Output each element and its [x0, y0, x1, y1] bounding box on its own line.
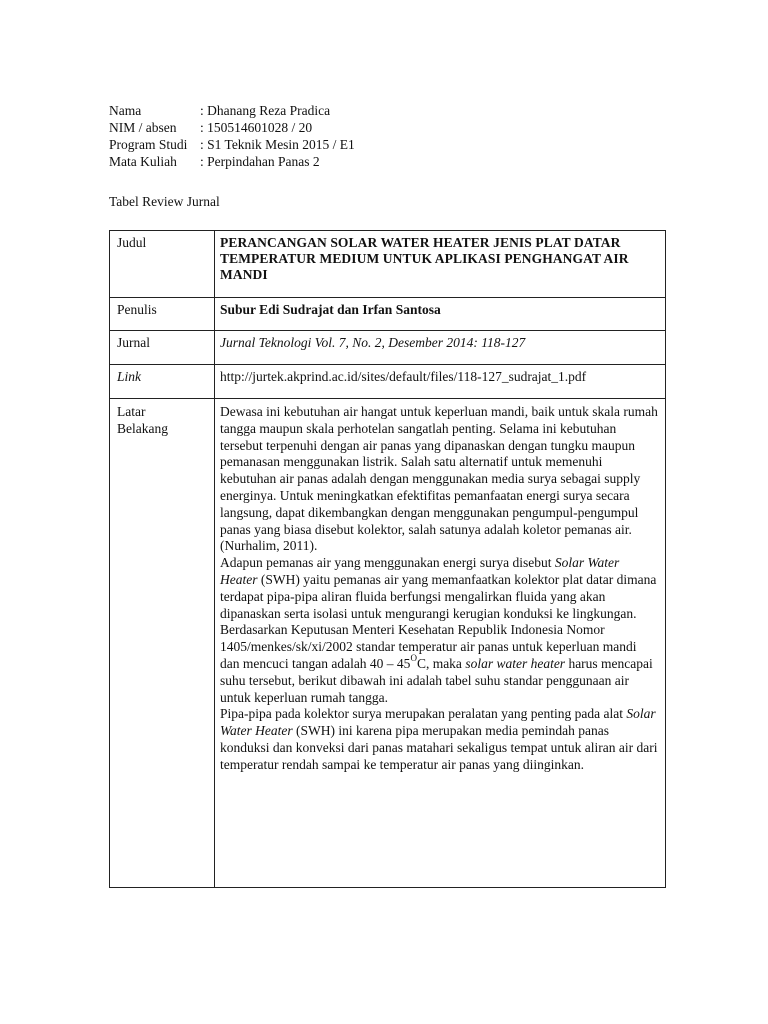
info-row-mata-kuliah [109, 153, 355, 170]
p2-text-a: Adapun pemanas air yang menggunakan energi surya disebut [220, 555, 555, 571]
p3-text-b: (SWH) ini karena pipa merupakan media pemindah panas konduksi dan konveksi dari panas matahari sekaligus tempat untuk aliran air dari temperatur rendah sampai ke temperatur air panas yang diinginkan. [220, 723, 658, 772]
latar-belakang-text [220, 404, 659, 774]
row-link [110, 365, 666, 399]
value-judul: PERANCANGAN SOLAR WATER HEATER JENIS PLAT DATAR TEMPERATUR MEDIUM UNTUK APLIKASI PENGHANGAT AIR MANDI [215, 231, 666, 298]
paragraph-2 [220, 555, 659, 706]
p2-text-d: harus mencapai suhu tersebut, berikut dibawah ini adalah tabel suhu standar penggunaan air untuk keperluan rumah tangga. [220, 655, 653, 705]
info-label-program-studi: Program Studi [109, 137, 188, 152]
p2-emphasis-swh: Solar Water Heater [220, 555, 620, 587]
label-latar-line2: Belakang [117, 421, 168, 436]
info-value-program-studi: : S1 Teknik Mesin 2015 / E1 [200, 137, 355, 152]
p3-text-a: Pipa-pipa pada kolektor surya merupakan peralatan yang penting pada alat [220, 706, 627, 722]
label-latar-line1: Latar [117, 404, 146, 419]
label-link: Link [110, 365, 215, 399]
info-row-nim [109, 119, 355, 136]
row-judul [110, 231, 666, 298]
p2-text-b: (SWH) yaitu pemanas air yang memanfaatkan kolektor plat datar dimana terdapat pipa-pipa aliran fluida berfungsi mengalirkan fluida yang akan dipanaskan serta isolasi untuk mengurangi kerugian konduksi ke lingkungan. Berdasarkan Keputusan Menteri Kesehatan Republik Indonesia Nomor 1405/menkes/sk/xi/2002 standar temperatur air panas untuk keperluan mandi dan mencuci tangan adalah 40 – 45 [220, 571, 657, 671]
info-label-nama: Nama [109, 103, 142, 118]
p2-degree-superscript: O [410, 653, 417, 664]
row-penulis [110, 298, 666, 331]
table-caption: Tabel Review Jurnal [109, 194, 220, 209]
label-judul: Judul [110, 231, 215, 298]
p3-emphasis-swh: Solar Water Heater [220, 706, 656, 739]
row-jurnal [110, 331, 666, 365]
info-value-nim: : 150514601028 / 20 [200, 120, 313, 135]
info-label-nim: NIM / absen [109, 120, 177, 135]
p2-text-c: C, maka [416, 655, 466, 671]
info-value-nama: : Dhanang Reza Pradica [200, 103, 331, 118]
info-value-mata-kuliah: : Perpindahan Panas 2 [200, 154, 320, 169]
label-jurnal: Jurnal [110, 331, 215, 365]
info-row-nama [109, 102, 355, 119]
value-link[interactable]: http://jurtek.akprind.ac.id/sites/default/files/118-127_sudrajat_1.pdf [215, 365, 666, 399]
value-jurnal: Jurnal Teknologi Vol. 7, No. 2, Desember 2014: 118-127 [215, 331, 666, 365]
label-penulis: Penulis [110, 298, 215, 331]
info-row-program-studi [109, 136, 355, 153]
paragraph-3 [220, 706, 659, 773]
paragraph-1: Dewasa ini kebutuhan air hangat untuk keperluan mandi, baik untuk skala rumah tangga maupun skala perhotelan sangatlah penting. Selama ini kebutuhan tersebut terpenuhi dengan air panas yang dipanaskan dengan tungku maupun pemanasan menggunakan listrik. Salah satu alternatif untuk memenuhi kebutuhan air panas adalah dengan menggunakan media surya sebagai supply energinya. Untuk meningkatkan efektifitas pemanfaatan energi surya secara langsung, dapat dikembangkan dengan menggunakan pengumpul-pengumpul panas yang biasa disebut kolektor, salah satunya adalah koletor pemanas air. (Nurhalim, 2011). [220, 404, 658, 554]
value-latar-belakang [215, 399, 666, 888]
label-latar-belakang [110, 399, 215, 888]
row-latar-belakang [110, 399, 666, 888]
review-table [109, 230, 666, 888]
student-info [109, 102, 355, 170]
value-penulis: Subur Edi Sudrajat dan Irfan Santosa [215, 298, 666, 331]
p2-emphasis-swh-lower: solar water heater [465, 655, 566, 671]
info-label-mata-kuliah: Mata Kuliah [109, 154, 177, 169]
